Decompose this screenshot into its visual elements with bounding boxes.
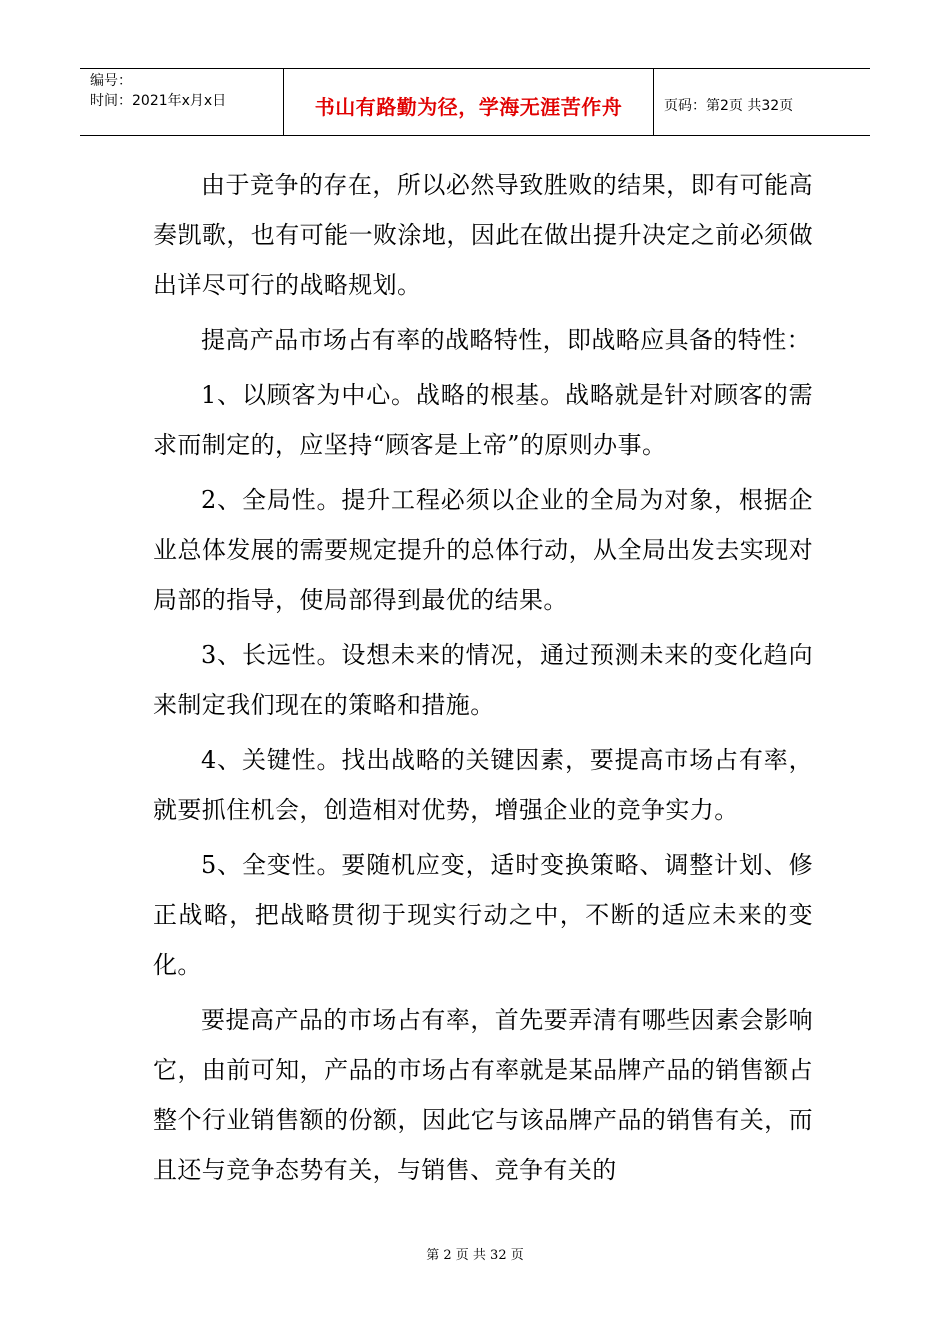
header-page-number: 页码：第2页 共32页 <box>664 98 794 114</box>
header-motto-cell <box>284 69 654 135</box>
body-text <box>153 160 813 1200</box>
paragraph: 要提高产品的市场占有率，首先要弄清有哪些因素会影响它，由前可知，产品的市场占有率就是某品牌产品的销售额占整个行业销售额的份额，因此它与该品牌产品的销售有关，而且还与竞争态势有关，与销售、竞争有关的 <box>153 1006 813 1184</box>
paragraph: 4、关键性。找出战略的关键因素，要提高市场占有率，就要抓住机会，创造相对优势，增强企业的竞争实力。 <box>153 746 813 824</box>
paragraph: 3、长远性。设想未来的情况，通过预测未来的变化趋向来制定我们现在的策略和措施。 <box>153 641 813 719</box>
paragraph: 1、以顾客为中心。战略的根基。战略就是针对顾客的需求而制定的，应坚持“顾客是上帝”的原则办事。 <box>153 381 813 459</box>
paragraph: 5、全变性。要随机应变，适时变换策略、调整计划、修正战略，把战略贯彻于现实行动之中，不断的适应未来的变化。 <box>153 851 813 979</box>
paragraph: 2、全局性。提升工程必须以企业的全局为对象，根据企业总体发展的需要规定提升的总体行动，从全局出发去实现对局部的指导，使局部得到最优的结果。 <box>153 486 813 614</box>
header-page-cell <box>654 69 870 135</box>
document-number-label: 编号： <box>90 73 132 89</box>
header-motto: 书山有路勤为径，学海无涯苦作舟 <box>314 94 623 119</box>
footer-page-number: 第 2 页 共 32 页 <box>426 1248 524 1263</box>
document-time-label: 时间：2021年x月x日 <box>90 93 227 109</box>
paragraph: 提高产品市场占有率的战略特性，即战略应具备的特性： <box>201 326 811 354</box>
page-header <box>80 68 870 136</box>
paragraph: 由于竞争的存在，所以必然导致胜败的结果，即有可能高奏凯歌，也有可能一败涂地，因此在做出提升决定之前必须做出详尽可行的战略规划。 <box>153 171 813 299</box>
header-meta <box>80 69 284 135</box>
page-footer <box>0 1244 950 1263</box>
